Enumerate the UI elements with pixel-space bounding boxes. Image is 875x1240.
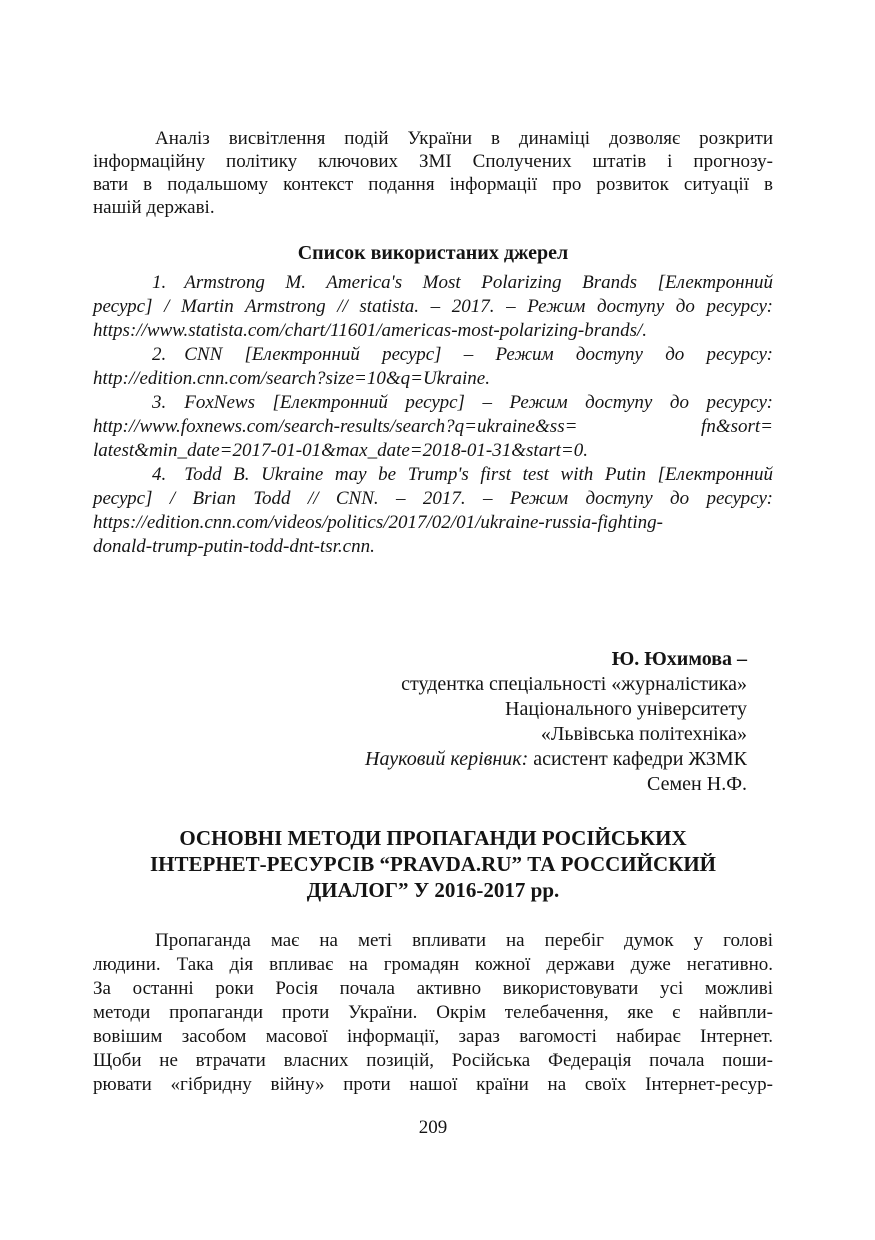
page-number: 209 — [418, 1117, 448, 1138]
reference-text: CNN [Електронний ресурс] – Режим доступу до ресурсу: — [184, 344, 773, 365]
text-line: Аналіз висвітлення подій України в динаміці дозволяє розкрити — [155, 128, 773, 149]
reference-item — [93, 343, 773, 391]
reference-text: FoxNews [Електронний ресурс] – Режим доступу до ресурсу: — [184, 392, 773, 413]
text-line: методи пропаганди проти України. Окрім телебачення, яке є найвпли- — [93, 1002, 773, 1023]
title-line: ДИАЛОГ” У 2016-2017 рр. — [306, 878, 560, 902]
text-line: ресурс] / Martin Armstrong // statista. – 2017. – Режим доступу до ресурсу: — [93, 296, 773, 317]
text-line: вовішим засобом масової інформації, зараз вагомості набирає Інтернет. — [93, 1026, 773, 1047]
text-line: ресурс] / Brian Todd // CNN. – 2017. – Режим доступу до ресурсу: — [93, 488, 773, 509]
supervisor-line — [93, 747, 747, 772]
body-paragraph — [93, 929, 773, 1097]
text-line: інформаційну політику ключових ЗМІ Сполучених штатів і прогнозу- — [93, 151, 773, 172]
text-line: людини. Така дія впливає на громадян кожної держави дуже негативно. — [93, 954, 773, 975]
reference-url: http://www.foxnews.com/search-results/search?q=ukraine&ss= fn&sort= — [93, 416, 773, 437]
text-line: рювати «гібридну війну» проти нашої країни на своїх Інтернет-ресур- — [93, 1074, 773, 1095]
reference-url: latest&min_date=2017-01-01&max_date=2018-01-31&start=0. — [93, 440, 588, 461]
text-line — [93, 463, 773, 487]
reference-item — [93, 271, 773, 343]
reference-item — [93, 391, 773, 463]
supervisor-label: Науковий керівник: — [365, 748, 529, 770]
references-heading: Список використаних джерел — [297, 242, 569, 264]
author-block — [93, 647, 773, 797]
reference-text: Todd B. Ukraine may be Trump's first test with Putin [Електронний — [184, 464, 773, 485]
reference-number: 4. — [152, 464, 167, 485]
author-affiliation: «Львівська політехніка» — [540, 723, 747, 745]
reference-url: http://edition.cnn.com/search?size=10&q=Ukraine. — [93, 368, 490, 389]
text-line — [93, 271, 773, 295]
supervisor-text: асистент кафедри ЖЗМК — [528, 748, 747, 770]
article-title — [93, 825, 773, 903]
reference-url: https://www.statista.com/chart/11601/americas-most-polarizing-brands/. — [93, 320, 648, 341]
reference-url: donald-trump-putin-todd-dnt-tsr.cnn. — [93, 536, 375, 557]
text-block — [93, 0, 773, 1140]
title-line: ОСНОВНІ МЕТОДИ ПРОПАГАНДИ РОСІЙСЬКИХ — [179, 826, 687, 850]
title-line: ІНТЕРНЕТ-РЕСУРСІВ “PRAVDA.RU” ТА РОССИЙСКИЙ — [149, 852, 716, 876]
text-line — [93, 391, 773, 415]
author-affiliation: студентка спеціальності «журналістика» — [401, 673, 747, 695]
reference-text: Armstrong M. America's Most Polarizing Brands [Електронний — [184, 272, 773, 293]
reference-item — [93, 463, 773, 559]
reference-number: 2. — [152, 344, 167, 365]
author-affiliation: Національного університету — [505, 698, 747, 720]
text-line: вати в подальшому контекст подання інформації про розвиток ситуації в — [93, 174, 773, 195]
reference-number: 1. — [152, 272, 167, 293]
references-list — [93, 271, 773, 559]
text-line — [93, 343, 773, 367]
reference-number: 3. — [152, 392, 167, 413]
text-line: За останні роки Росія почала активно використовувати усі можливі — [93, 978, 773, 999]
text-line: Пропаганда має на меті впливати на перебіг думок у голові — [155, 930, 773, 951]
supervisor-name: Семен Н.Ф. — [647, 773, 747, 795]
text-line: Щоби не втрачати власних позицій, Російська Федерація почала поши- — [93, 1050, 773, 1071]
reference-url: https://edition.cnn.com/videos/politics/2017/02/01/ukraine-russia-fighting- — [93, 512, 663, 533]
author-name: Ю. Юхимова – — [611, 648, 747, 670]
text-line: нашій державі. — [93, 197, 215, 218]
intro-paragraph — [93, 127, 773, 219]
